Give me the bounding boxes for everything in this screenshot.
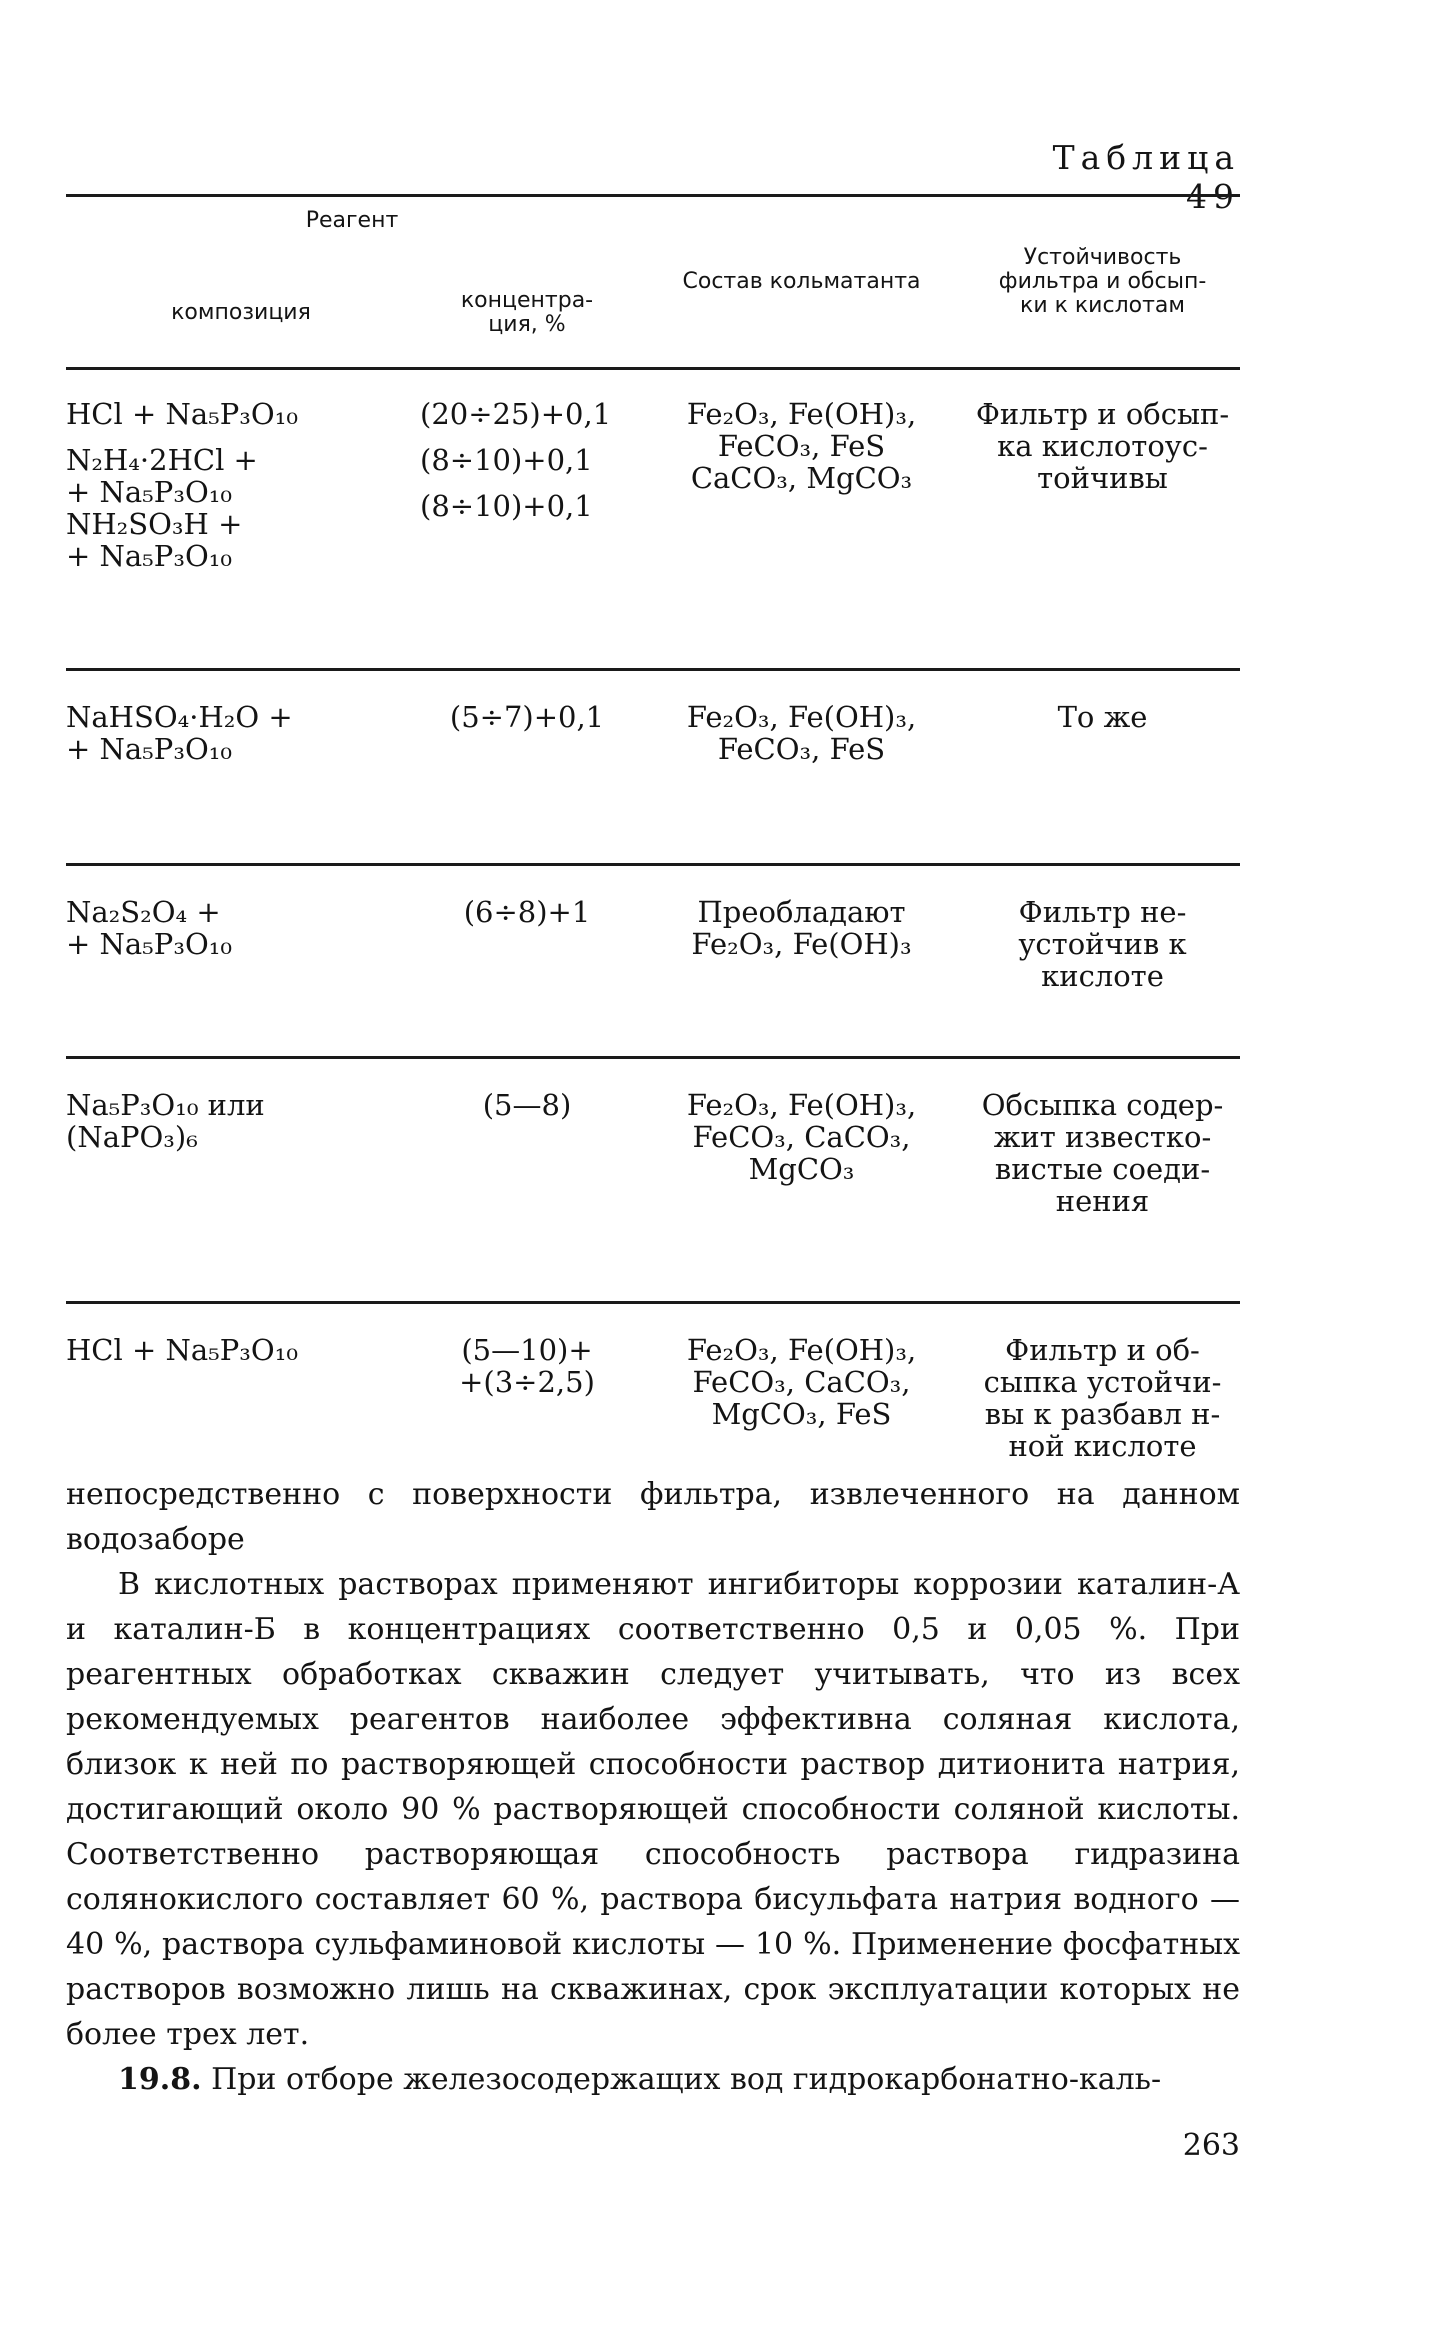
resistance-cell: Фильтр не- устойчив к кислоте (1018, 895, 1187, 993)
colmatant-cell: Fe₂O₃, Fe(OH)₃, FeCO₃, CaCO₃, MgCO₃, FeS (686, 1333, 917, 1431)
resistance-cell: Обсыпка содер- жит известко- вистые соеди- нения (981, 1088, 1224, 1218)
paragraph (66, 2057, 1240, 2102)
table-header-row (66, 196, 1240, 260)
reagent-table (66, 194, 1240, 1542)
header-composition: композиция (171, 300, 311, 325)
composition-cell: HCl + Na₅P₃O₁₀ N₂H₄·2HCl + + Na₅P₃O₁₀ NH₂SO₃H + + Na₅P₃O₁₀ (66, 397, 298, 573)
header-reagent: Реагент (305, 208, 399, 233)
resistance-cell: Фильтр и об- сыпка устойчи- вы к разбавл н- ной кислоте (983, 1333, 1222, 1463)
concentration-cell: (5—10)+ +(3÷2,5) (459, 1333, 595, 1399)
composition-cell: HCl + Na₅P₃O₁₀ (66, 1333, 298, 1367)
composition-cell: NaHSO₄·H₂O + + Na₅P₃O₁₀ (66, 700, 293, 766)
resistance-cell: Фильтр и обсып- ка кислотоус- тойчивы (975, 397, 1230, 495)
colmatant-cell: Fe₂O₃, Fe(OH)₃, FeCO₃, CaCO₃, MgCO₃ (686, 1088, 917, 1186)
table-row (66, 369, 1240, 670)
page-number: 263 (1182, 2128, 1240, 2163)
header-colmatant: Состав кольматанта (682, 269, 921, 294)
concentration-cell: (20÷25)+0,1 (8÷10)+0,1 (8÷10)+0,1 (420, 397, 612, 523)
concentration-cell: (5÷7)+0,1 (449, 700, 605, 734)
paragraph: В кислотных растворах применяют ингибиторы коррозии каталин-А и каталин-Б в концентрациях соответственно 0,5 и 0,05 %. При реагентных обработках скважин следует учитывать, что из всех рекомендуемых реагентов наиболее эффективна соляная кислота, близок к ней по растворяющей способности раствор дитионита натрия, достигающий около 90 % растворяющей способности соляной кислоты. Соответственно растворяющая способность раствора гидразина солянокислого составляет 60 %, раствора бисульфата натрия водного — 40 %, раствора сульфаминовой кислоты — 10 %. Применение фосфатных растворов возможно лишь на скважинах, срок эксплуатации которых не более трех лет. (66, 1567, 1240, 2052)
colmatant-cell: Fe₂O₃, Fe(OH)₃, FeCO₃, FeS CaCO₃, MgCO₃ (686, 397, 917, 495)
section-number: 19.8. (118, 2062, 202, 2097)
header-concentration: концентра- ция, % (460, 288, 594, 337)
paragraph-text: При отборе железосодержащих вод гидрокарбонатно-каль- (211, 2062, 1162, 2097)
concentration-cell: (6÷8)+1 (463, 895, 591, 929)
paragraph: непосредственно с поверхности фильтра, извлеченного на данном водозаборе (66, 1477, 1240, 1557)
colmatant-cell: Преобладают Fe₂O₃, Fe(OH)₃ (691, 895, 912, 961)
header-resistance: Устойчивость фильтра и обсып- ки к кислотам (998, 245, 1207, 318)
table-row (66, 865, 1240, 1058)
body-text (66, 1472, 1240, 2102)
table-caption: Таблица 49 (1052, 138, 1240, 216)
table-row (66, 1058, 1240, 1303)
concentration-cell: (5—8) (482, 1088, 572, 1122)
resistance-cell: То же (1057, 700, 1148, 734)
colmatant-cell: Fe₂O₃, Fe(OH)₃, FeCO₃, FeS (686, 700, 917, 766)
composition-cell: Na₅P₃O₁₀ или (NaPO₃)₆ (66, 1088, 265, 1154)
composition-cell: Na₂S₂O₄ + + Na₅P₃O₁₀ (66, 895, 232, 961)
table-row (66, 670, 1240, 865)
